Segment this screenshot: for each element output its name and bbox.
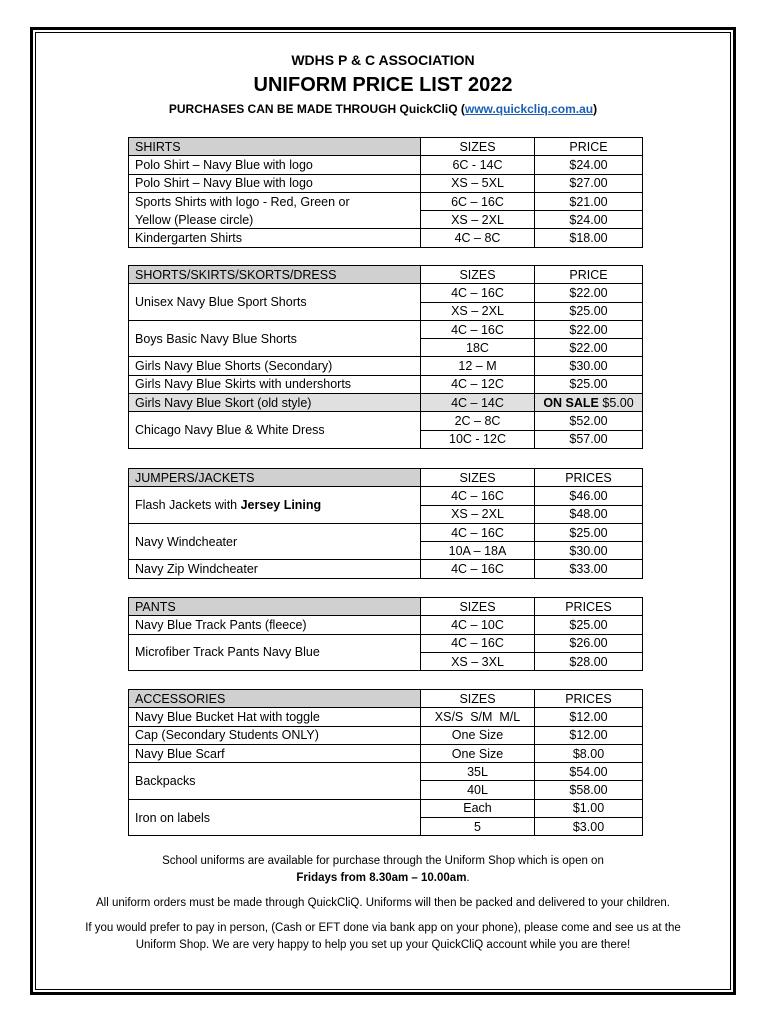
category-header: SHIRTS	[129, 138, 421, 156]
table-pants	[128, 597, 643, 671]
item-size: 10C - 12C	[421, 430, 535, 448]
footer-line-1: School uniforms are available for purchase through the Uniform Shop which is open on	[162, 855, 604, 867]
table-row	[129, 523, 643, 541]
footer-line-3b: Uniform Shop. We are very happy to help you set up your QuickCliQ account while you are there!	[135, 939, 631, 951]
item-size: 4C – 14C	[421, 394, 535, 412]
item-name-bold: Jersey Lining	[240, 498, 322, 513]
item-name: Iron on labels	[129, 799, 421, 836]
item-size: 4C – 16C	[421, 523, 535, 541]
shop-hours: Fridays from 8.30am – 10.00am	[296, 872, 467, 884]
item-size: 35L	[421, 763, 535, 781]
item-price: $12.00	[535, 708, 643, 726]
item-price: $8.00	[535, 744, 643, 762]
item-price: $26.00	[535, 634, 643, 652]
table-row	[129, 174, 643, 192]
item-size: 12 – M	[421, 357, 535, 375]
item-price: $27.00	[535, 174, 643, 192]
item-name: Navy Blue Bucket Hat with toggle	[129, 708, 421, 726]
item-price: $24.00	[535, 211, 643, 229]
item-size: 18C	[421, 339, 535, 357]
table-row	[129, 487, 643, 505]
item-size: 10A – 18A	[421, 542, 535, 560]
table-row	[129, 726, 643, 744]
table-row	[129, 744, 643, 762]
item-size: 4C – 16C	[421, 560, 535, 578]
item-size: 4C – 12C	[421, 375, 535, 393]
item-size: XS – 2XL	[421, 302, 535, 320]
table-row	[129, 357, 643, 375]
price-header: PRICES	[535, 469, 643, 487]
table-row	[129, 708, 643, 726]
item-price: $1.00	[535, 799, 643, 817]
page-title: UNIFORM PRICE LIST 2022	[253, 74, 513, 96]
sale-price: $5.00	[602, 395, 634, 410]
table-row	[129, 763, 643, 781]
item-price: $25.00	[535, 375, 643, 393]
price-header: PRICES	[535, 690, 643, 708]
item-name: Navy Blue Scarf	[129, 744, 421, 762]
item-name: Chicago Navy Blue & White Dress	[129, 412, 421, 449]
item-price: $21.00	[535, 192, 643, 210]
item-name: Microfiber Track Pants Navy Blue	[129, 634, 421, 671]
item-price: $30.00	[535, 542, 643, 560]
table-row	[129, 229, 643, 247]
item-size: 40L	[421, 781, 535, 799]
item-size: 4C – 16C	[421, 320, 535, 338]
table-row	[129, 192, 643, 210]
sizes-header: SIZES	[421, 690, 535, 708]
item-name: Polo Shirt – Navy Blue with logo	[129, 156, 421, 174]
item-price: $12.00	[535, 726, 643, 744]
item-name: Navy Zip Windcheater	[129, 560, 421, 578]
sizes-header: SIZES	[421, 138, 535, 156]
item-size: 6C – 16C	[421, 192, 535, 210]
association-name: WDHS P & C ASSOCIATION	[291, 52, 475, 68]
table-row	[129, 320, 643, 338]
item-name: Navy Blue Track Pants (fleece)	[129, 616, 421, 634]
item-price: $24.00	[535, 156, 643, 174]
footer-pay-in-person	[35, 920, 731, 954]
item-name: Navy Windcheater	[129, 523, 421, 560]
table-row	[129, 211, 643, 229]
purchase-note	[35, 102, 731, 116]
table-row	[129, 616, 643, 634]
sale-badge: ON SALE	[543, 395, 599, 410]
item-size: 4C – 16C	[421, 634, 535, 652]
sizes-header: SIZES	[421, 598, 535, 616]
table-row	[129, 375, 643, 393]
item-size: XS – 5XL	[421, 174, 535, 192]
table-row	[129, 156, 643, 174]
table-jumpers	[128, 468, 643, 579]
item-name: Sports Shirts with logo - Red, Green or	[129, 192, 421, 210]
item-size: One Size	[421, 726, 535, 744]
item-price: $25.00	[535, 302, 643, 320]
item-name: Unisex Navy Blue Sport Shorts	[129, 284, 421, 321]
table-row	[129, 799, 643, 817]
item-size: 4C – 10C	[421, 616, 535, 634]
item-name: Girls Navy Blue Skirts with undershorts	[129, 375, 421, 393]
item-price: $22.00	[535, 284, 643, 302]
item-size: XS/S S/M M/L	[421, 708, 535, 726]
item-price: $3.00	[535, 818, 643, 836]
item-price: $46.00	[535, 487, 643, 505]
price-header: PRICES	[535, 598, 643, 616]
item-price: $52.00	[535, 412, 643, 430]
item-price: $25.00	[535, 523, 643, 541]
item-price: $30.00	[535, 357, 643, 375]
item-price: $22.00	[535, 339, 643, 357]
table-row	[129, 634, 643, 652]
item-size: XS – 2XL	[421, 211, 535, 229]
category-header: SHORTS/SKIRTS/SKORTS/DRESS	[129, 266, 421, 284]
shop-hours-suffix: .	[466, 872, 470, 884]
item-name: Backpacks	[129, 763, 421, 800]
item-name-text: Flash Jackets with	[135, 498, 241, 513]
footer-shop-hours	[35, 853, 731, 887]
table-row-sale	[129, 394, 643, 412]
item-name: Boys Basic Navy Blue Shorts	[129, 320, 421, 357]
item-price: $28.00	[535, 652, 643, 670]
item-name: Cap (Secondary Students ONLY)	[129, 726, 421, 744]
item-size: 4C – 16C	[421, 284, 535, 302]
footer-line-3a: If you would prefer to pay in person, (Cash or EFT done via bank app on your phone), please come and see us at the	[85, 922, 681, 934]
item-price: $54.00	[535, 763, 643, 781]
price-header: PRICE	[535, 266, 643, 284]
table-shorts	[128, 265, 643, 449]
item-price: $48.00	[535, 505, 643, 523]
item-name: Girls Navy Blue Shorts (Secondary)	[129, 357, 421, 375]
item-price	[535, 394, 643, 412]
item-size: 5	[421, 818, 535, 836]
item-size: XS – 3XL	[421, 652, 535, 670]
purchase-note-prefix: PURCHASES CAN BE MADE THROUGH QuickCliQ (	[168, 102, 465, 116]
item-size: Each	[421, 799, 535, 817]
footer-line-2: All uniform orders must be made through QuickCliQ. Uniforms will then be packed and delivered to your children.	[96, 897, 670, 909]
footer-hours-line	[35, 870, 731, 887]
item-name: Girls Navy Blue Skort (old style)	[129, 394, 421, 412]
item-size: 6C - 14C	[421, 156, 535, 174]
purchase-note-suffix: )	[593, 102, 598, 116]
sizes-header: SIZES	[421, 469, 535, 487]
category-header: ACCESSORIES	[129, 690, 421, 708]
item-price: $18.00	[535, 229, 643, 247]
item-size: 4C – 16C	[421, 487, 535, 505]
item-price: $57.00	[535, 430, 643, 448]
item-size: XS – 2XL	[421, 505, 535, 523]
sizes-header: SIZES	[421, 266, 535, 284]
table-row	[129, 284, 643, 302]
table-row	[129, 560, 643, 578]
item-name: Kindergarten Shirts	[129, 229, 421, 247]
item-name	[129, 487, 421, 524]
item-name: Yellow (Please circle)	[129, 211, 421, 229]
item-price: $25.00	[535, 616, 643, 634]
quickcliq-link[interactable]: www.quickcliq.com.au	[464, 102, 594, 116]
item-price: $58.00	[535, 781, 643, 799]
item-size: 4C – 8C	[421, 229, 535, 247]
item-size: 2C – 8C	[421, 412, 535, 430]
item-name: Polo Shirt – Navy Blue with logo	[129, 174, 421, 192]
item-price: $33.00	[535, 560, 643, 578]
table-shirts	[128, 137, 643, 248]
item-size: One Size	[421, 744, 535, 762]
category-header: PANTS	[129, 598, 421, 616]
item-price: $22.00	[535, 320, 643, 338]
table-accessories	[128, 689, 643, 836]
price-header: PRICE	[535, 138, 643, 156]
table-row	[129, 412, 643, 430]
category-header: JUMPERS/JACKETS	[129, 469, 421, 487]
